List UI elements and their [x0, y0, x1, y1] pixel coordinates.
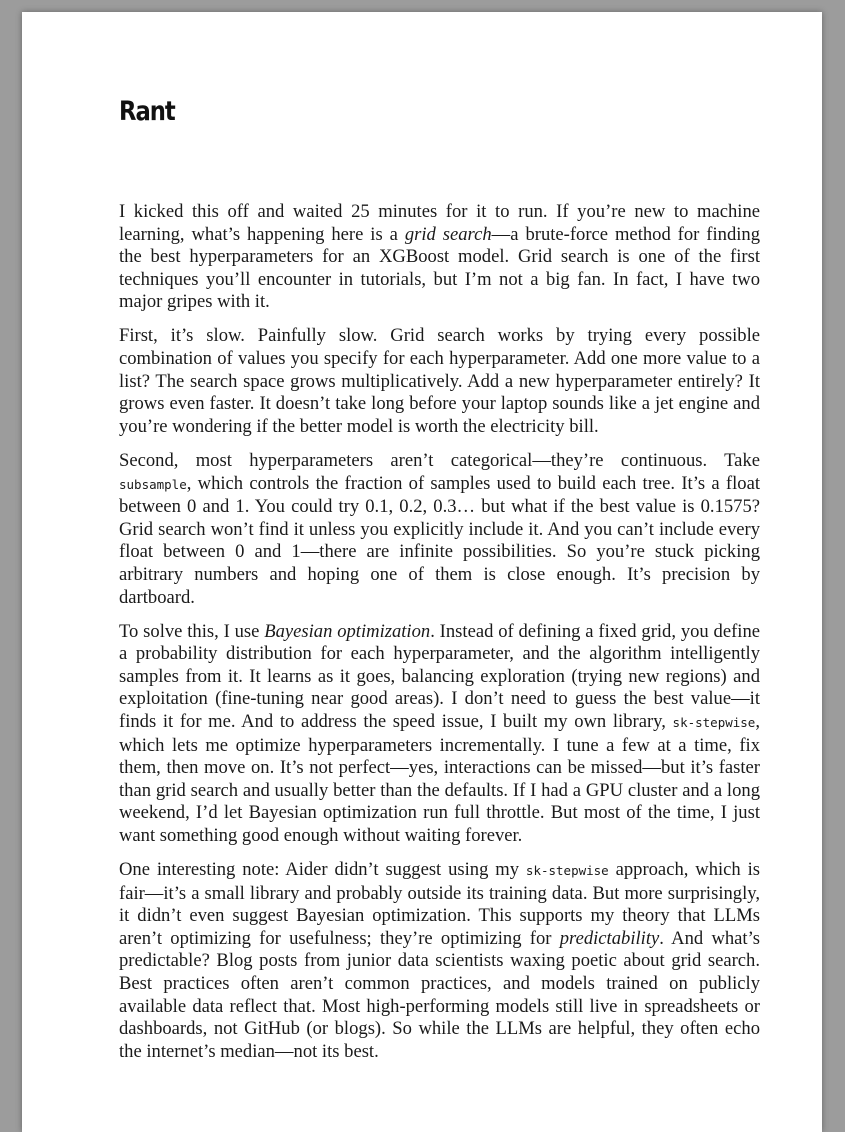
- document-page: [22, 12, 822, 1132]
- text-run: First, it’s slow. Painfully slow. Grid search works by trying every possible combination of values you specify for each hyperparameter. Add one more value to a list? The search space grows multiplicatively. Add a new hyperparameter entirely? It grows even faster. It doesn’t take long before your laptop sounds like a jet engine and you’re wondering if the better model is worth the electricity bill.: [119, 325, 760, 437]
- emphasis-text: grid search: [404, 223, 492, 245]
- paragraph: [119, 450, 760, 609]
- text-run: , which controls the fraction of samples used to build each tree. It’s a float between 0 and 1. You could try 0.1, 0.2, 0.3… but what if the best value is 0.1575? Grid search won’t find it unless you explicitly include it. And you can’t include every float between 0 and 1—there are infinite possibilities. So you’re stuck picking arbitrary numbers and hoping one of them is close enough. It’s precision by dartboard.: [119, 472, 760, 608]
- text-run: To solve this, I use: [119, 620, 265, 642]
- text-run: , which lets me optimize hyperparameters incrementally. I tune a few at a time, fix them, then move on. It’s not perfect—yes, interactions can be missed—but it’s faster than grid search and usually better than the defaults. If I had a GPU cluster and a long weekend, I’d let Bayesian optimization run full throttle. But most of the time, I just want something good enough without waiting forever.: [119, 710, 760, 846]
- text-run: One interesting note: Aider didn’t suggest using my: [119, 859, 526, 881]
- paragraph: [119, 859, 760, 1063]
- text-run: Second, most hyperparameters aren’t categorical—they’re continuous. Take: [119, 449, 760, 471]
- body-text: [119, 201, 760, 1063]
- text-run: approach, which is fair—it’s a small library and probably outside its training data. But more surprisingly, it didn’t even suggest Bayesian optimization. This supports my theory that LLMs aren’t optimizing for usefulness; they’re optimizing for: [119, 859, 760, 949]
- paragraph: [119, 201, 760, 314]
- text-run: —a brute-force method for finding the best hyperparameters for an XGBoost model. Grid search is one of the first techniques you’ll encounter in tutorials, but I’m not a big fan. In fact, I have two major gripes with it.: [119, 223, 761, 313]
- text-run: I kicked this off and waited 25 minutes for it to run. If you’re new to machine learning, what’s happening here is a: [119, 201, 760, 245]
- emphasis-text: Bayesian optimization: [264, 620, 431, 642]
- paragraph: [119, 325, 760, 438]
- text-run: . Instead of defining a fixed grid, you define a probability distribution for each hyperparameter, and the algorithm intelligently samples from it. It learns as it goes, balancing exploration (trying new regions) and exploitation (fine-tuning near good areas). I don’t need to guess the best value—it finds it for me. And to address the speed issue, I built my own library,: [119, 620, 761, 732]
- text-run: . And what’s predictable? Blog posts from junior data scientists waxing poetic about grid search. Best practices often aren’t common practices, and models trained on publicly available data reflect that. Most high-performing models still live in spreadsheets or dashboards, not GitHub (or blogs). So while the LLMs are helpful, they often echo the internet’s median—not its best.: [119, 927, 760, 1062]
- section-title: Rant: [119, 96, 175, 127]
- emphasis-text: predictability: [559, 927, 660, 949]
- paragraph: [119, 621, 760, 848]
- inline-code: sk-stepwise: [525, 863, 609, 879]
- inline-code: subsample: [119, 476, 187, 492]
- inline-code: sk-stepwise: [672, 714, 756, 730]
